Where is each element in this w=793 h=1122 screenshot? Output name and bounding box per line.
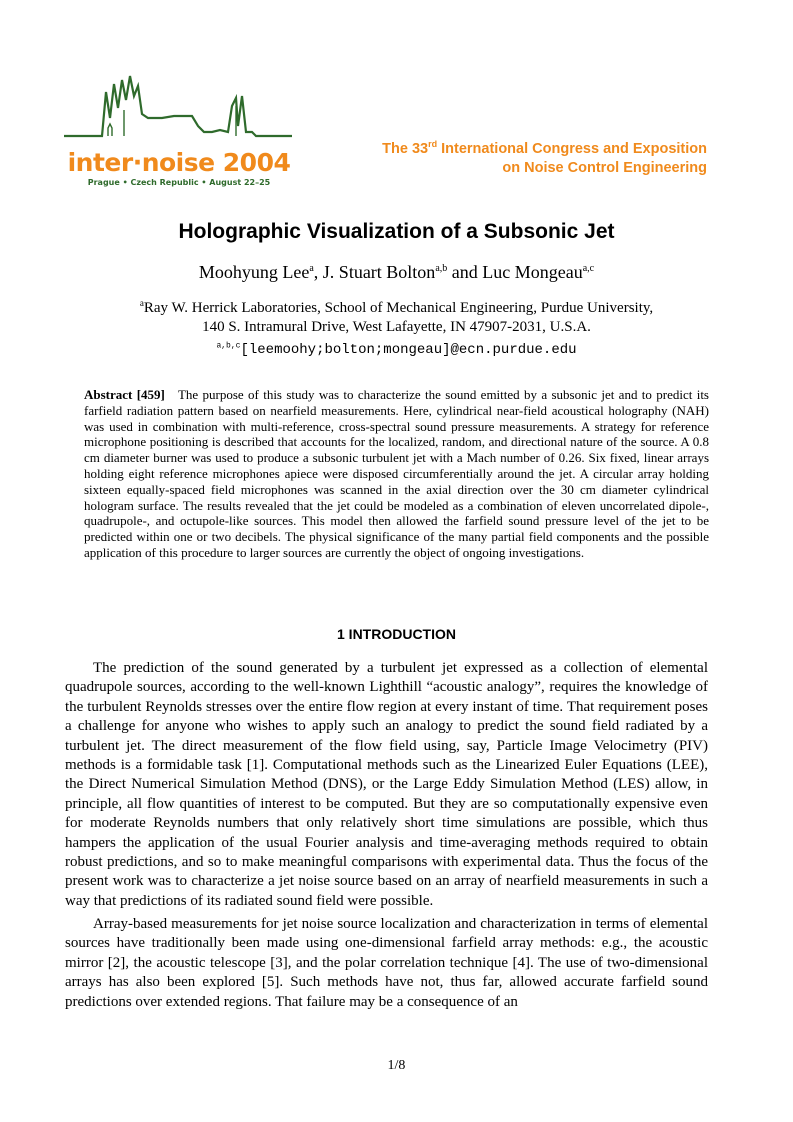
email-address[interactable]: [leemoohy;bolton;mongeau]@ecn.purdue.edu — [240, 342, 577, 358]
logo-subtitle: Prague • Czech Republic • August 22–25 — [87, 178, 271, 187]
congress-header — [327, 140, 707, 178]
abstract-label: Abstract [459] — [84, 387, 165, 402]
abstract — [84, 387, 709, 561]
logo-brand-text: inter·noise 2004 — [67, 148, 291, 177]
section-heading-introduction: 1 INTRODUCTION — [337, 626, 456, 642]
congress-line-1: The 33rd International Congress and Exposition — [382, 139, 707, 157]
author-list: Moohyung Lee$^a$, J. Stuart Bolton$^{a,b}$ and Luc Mongeau$^{a,c}$ — [198, 262, 595, 282]
abstract-text: The purpose of this study was to characterize the sound emitted by a subsonic jet and to predict its farfield radiation pattern based on nearfield measurements. Here, cylindrical near-field acoustical holography (NAH) was used in combination with multi-reference, cross-spectral sound pressure measurements. A strategy for reference microphone positioning is described that accounts for the localized, random, and directional nature of the source. A 0.8 cm diameter burner was used to produce a subsonic turbulent jet with a Mach number of 0.26. Six fixed, linear arrays holding eight reference microphones apiece were disposed circumferentially around the jet. A circular array holding sixteen equally-spaced field microphones was scanned in the axial direction over the 30 cm diameter cylindrical hologram surface. The results revealed that the jet could be modeled as a combination of eleven uncorrelated dipole-, quadrupole-, and octupole-like sources. This model then allowed the farfield sound pressure level of the jet to be predicted within one or two decibels. The physical significance of the many partial field components and the possible application of this procedure to larger sources are currently the object of ongoing investigations. — [84, 387, 709, 560]
intro-paragraph-1: The prediction of the sound generated by a turbulent jet expressed as a collection of elemental quadrupole sources, according to the well-known Lighthill “acoustic analogy”, requires the knowledge of the turbulent Reynolds stresses over the entire flow region at every instant of time. That requirement poses a challenge for anyone who wishes to apply such an analogy to predict the sound field radiated by a turbulent jet. The direct measurement of the flow field using, say, Particle Image Velocimetry (PIV) methods is a formidable task [1]. Computational methods such as the Linearized Euler Equations (LEE), the Direct Numerical Simulation Method (DNS), or the Large Eddy Simulation Method (LES) allow, in principle, all flow quantities of interest to be computed. But they are so computationally expensive even for moderate Reynolds numbers that only relatively short time simulations are possible, which thus hampers the application of the usual Fourier analysis and time-averaging methods required to obtain robust predictions, and so to make meaningful comparisons with experimental data. Thus the focus of the present work was to characterize a jet noise source based on an array of nearfield measurements in such a way that predictions of its radiated sound field were possible. — [65, 660, 708, 909]
email-line: $^{a,b,c}$[leemoohy;bolton;mongeau]@ecn.purdue.edu — [216, 341, 577, 358]
affiliation-line-1: $^a$Ray W. Herrick Laboratories, School of Mechanical Engineering, Purdue University, — [139, 298, 654, 316]
paper-title: Holographic Visualization of a Subsonic Jet — [178, 220, 615, 243]
conference-logo — [62, 70, 294, 192]
affiliation — [0, 299, 793, 337]
skyline-graphic — [62, 70, 294, 150]
congress-line-2: on Noise Control Engineering — [502, 160, 707, 176]
page-number: 1/8 — [387, 1058, 406, 1073]
affiliation-line-2: 140 S. Intramural Drive, West Lafayette, IN 47907-2031, U.S.A. — [202, 319, 591, 335]
intro-paragraph-2: Array-based measurements for jet noise source localization and characterization in terms of elemental sources have traditionally been made using one-dimensional farfield array methods: e.g., the acoustic mirror [2], the acoustic telescope [3], and the polar correlation technique [4]. The use of two-dimensional arrays has also been explored [5]. Such methods have not, thus far, allowed accurate farfield sound predictions over extended regions. That failure may be a consequence of an — [65, 916, 708, 1010]
